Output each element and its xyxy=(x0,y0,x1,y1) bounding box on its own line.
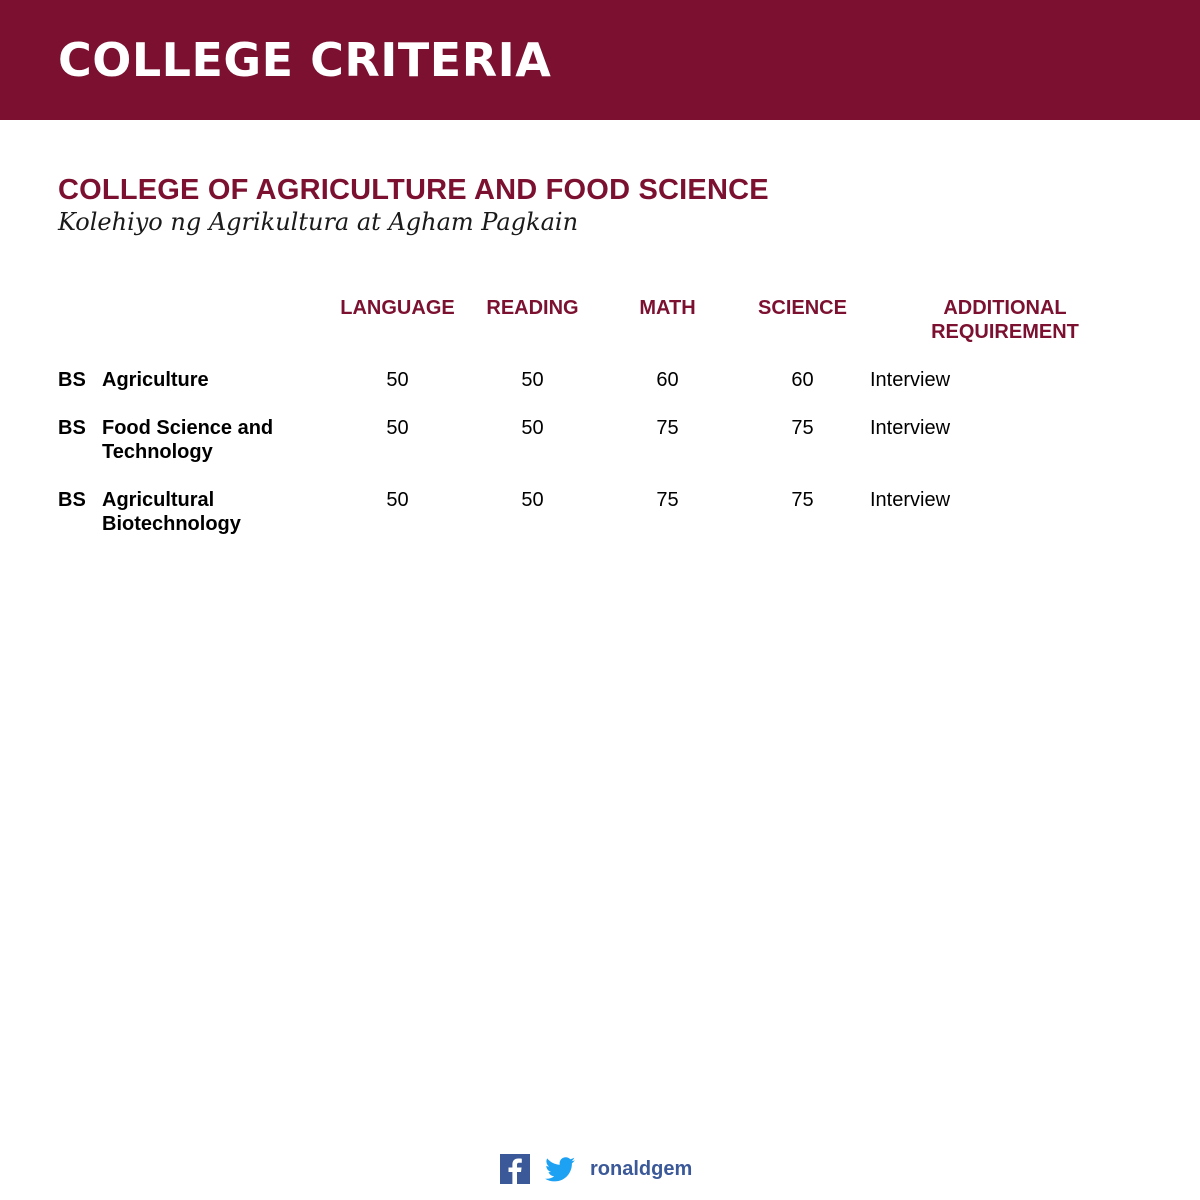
column-header-additional-requirement xyxy=(900,296,1110,344)
column-header-math: MATH xyxy=(639,297,696,319)
program-name xyxy=(102,488,322,536)
math-score: 75 xyxy=(656,489,679,511)
science-score: 75 xyxy=(791,489,814,511)
column-header-additional-line1: ADDITIONAL xyxy=(943,297,1067,319)
math-score: 60 xyxy=(656,369,679,391)
column-header-additional-line2: REQUIREMENT xyxy=(931,321,1079,343)
math-score: 75 xyxy=(656,417,679,439)
degree-label: BS xyxy=(58,489,86,511)
program-name xyxy=(102,368,322,392)
program-name-line1: Agricultural xyxy=(102,489,215,511)
column-header-science: SCIENCE xyxy=(758,297,847,319)
degree-label: BS xyxy=(58,369,86,391)
column-header-reading: READING xyxy=(486,297,579,319)
facebook-icon[interactable] xyxy=(500,1154,530,1184)
additional-requirement: Interview xyxy=(870,489,951,511)
college-subtitle: Kolehiyo ng Agrikultura at Agham Pagkain xyxy=(58,208,579,236)
program-name-line2: Technology xyxy=(102,441,213,463)
language-score: 50 xyxy=(386,369,409,391)
additional-requirement: Interview xyxy=(870,417,951,439)
social-footer xyxy=(500,1154,692,1184)
header-banner xyxy=(0,0,1200,120)
column-header-language: LANGUAGE xyxy=(340,297,455,319)
language-score: 50 xyxy=(386,489,409,511)
program-name-line1: Agriculture xyxy=(102,369,209,391)
additional-requirement: Interview xyxy=(870,369,951,391)
page-title: COLLEGE CRITERIA xyxy=(58,33,552,87)
reading-score: 50 xyxy=(521,417,544,439)
reading-score: 50 xyxy=(521,489,544,511)
program-name xyxy=(102,416,322,464)
reading-score: 50 xyxy=(521,369,544,391)
social-handle[interactable]: ronaldgem xyxy=(590,1158,693,1180)
program-name-line2: Biotechnology xyxy=(102,513,241,535)
college-title: COLLEGE OF AGRICULTURE AND FOOD SCIENCE xyxy=(58,174,769,206)
program-name-line1: Food Science and xyxy=(102,417,274,439)
science-score: 60 xyxy=(791,369,814,391)
language-score: 50 xyxy=(386,417,409,439)
science-score: 75 xyxy=(791,417,814,439)
twitter-icon[interactable] xyxy=(544,1154,576,1184)
degree-label: BS xyxy=(58,417,86,439)
